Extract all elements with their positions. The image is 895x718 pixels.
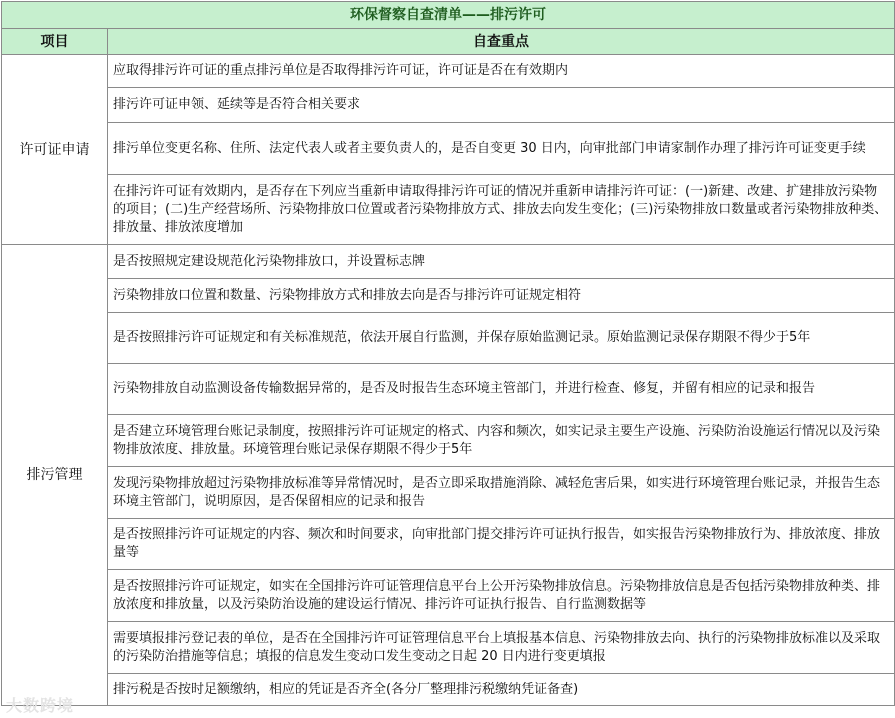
checklist-table xyxy=(1,1,895,706)
table-row xyxy=(2,570,895,622)
table-row xyxy=(2,467,895,519)
table-row xyxy=(2,279,895,313)
check-item: 污染物排放口位置和数量、污染物排放方式和排放去向是否与排污许可证规定相符 xyxy=(108,279,895,313)
watermark-logo: 大数跨境 xyxy=(6,696,75,715)
check-item: 是否按照排污许可证规定，如实在全国排污许可证管理信息平台上公开污染物排放信息。污染物排放信息是否包括污染物排放种类、排放浓度和排放量，以及污染防治设施的建设运行情况、排污许可证执行报告、自行监测数据等 xyxy=(108,570,895,622)
check-item: 需要填报排污登记表的单位，是否在全国排污许可证管理信息平台上填报基本信息、污染物排放去向、执行的污染物排放标准以及采取的污染防治措施等信息；填报的信息发生变动口发生变动之日起 20 日内进行变更填报 xyxy=(108,622,895,674)
check-item: 排污单位变更名称、住所、法定代表人或者主要负责人的，是否自变更 30 日内，向审批部门申请家制作办理了排污许可证变更手续 xyxy=(108,123,895,175)
check-item: 是否按照排污许可证规定的内容、频次和时间要求，向审批部门提交排污许可证执行报告，如实报告污染物排放行为、排放浓度、排放量等 xyxy=(108,519,895,570)
table-title: 环保督察自查清单——排污许可 xyxy=(2,2,895,29)
table-row xyxy=(2,622,895,674)
check-item: 发现污染物排放超过污染物排放标准等异常情况时，是否立即采取措施消除、减轻危害后果，如实进行环境管理台账记录，并报告生态环境主管部门，说明原因，是否保留相应的记录和报告 xyxy=(108,467,895,519)
header-row xyxy=(2,29,895,55)
table-row xyxy=(2,364,895,415)
table-row xyxy=(2,415,895,467)
table-row xyxy=(2,123,895,175)
table-row xyxy=(2,55,895,88)
header-item: 项目 xyxy=(2,29,108,55)
table-row xyxy=(2,519,895,570)
category-license-application: 许可证申请 xyxy=(2,55,108,245)
table-row xyxy=(2,674,895,706)
category-discharge-management: 排污管理 xyxy=(2,245,108,706)
check-item: 排污许可证申领、延续等是否符合相关要求 xyxy=(108,88,895,123)
check-item: 排污税是否按时足额缴纳，相应的凭证是否齐全(各分厂整理排污税缴纳凭证备查) xyxy=(108,674,895,706)
header-focus: 自查重点 xyxy=(108,29,895,55)
check-item: 污染物排放自动监测设备传输数据异常的，是否及时报告生态环境主管部门，并进行检查、修复，并留有相应的记录和报告 xyxy=(108,364,895,415)
check-item: 是否建立环境管理台账记录制度，按照排污许可证规定的格式、内容和频次，如实记录主要生产设施、污染防治设施运行情况以及污染物排放浓度、排放量。环境管理台账记录保存期限不得少于5年 xyxy=(108,415,895,467)
table-row xyxy=(2,245,895,279)
table-row xyxy=(2,313,895,364)
table-row xyxy=(2,88,895,123)
check-item: 是否按照规定建设规范化污染物排放口，并设置标志牌 xyxy=(108,245,895,279)
title-row xyxy=(2,2,895,29)
check-item: 是否按照排污许可证规定和有关标准规范，依法开展自行监测，并保存原始监测记录。原始监测记录保存期限不得少于5年 xyxy=(108,313,895,364)
table-row xyxy=(2,175,895,245)
check-item: 在排污许可证有效期内，是否存在下列应当重新申请取得排污许可证的情况并重新申请排污许可证：(一)新建、改建、扩建排放污染物的项目；(二)生产经营场所、污染物排放口位置或者污染物排放方式、排放去向发生变化；(三)污染物排放口数量或者污染物排放种类、排放量、排放浓度增加 xyxy=(108,175,895,245)
check-item: 应取得排污许可证的重点排污单位是否取得排污许可证，许可证是否在有效期内 xyxy=(108,55,895,88)
